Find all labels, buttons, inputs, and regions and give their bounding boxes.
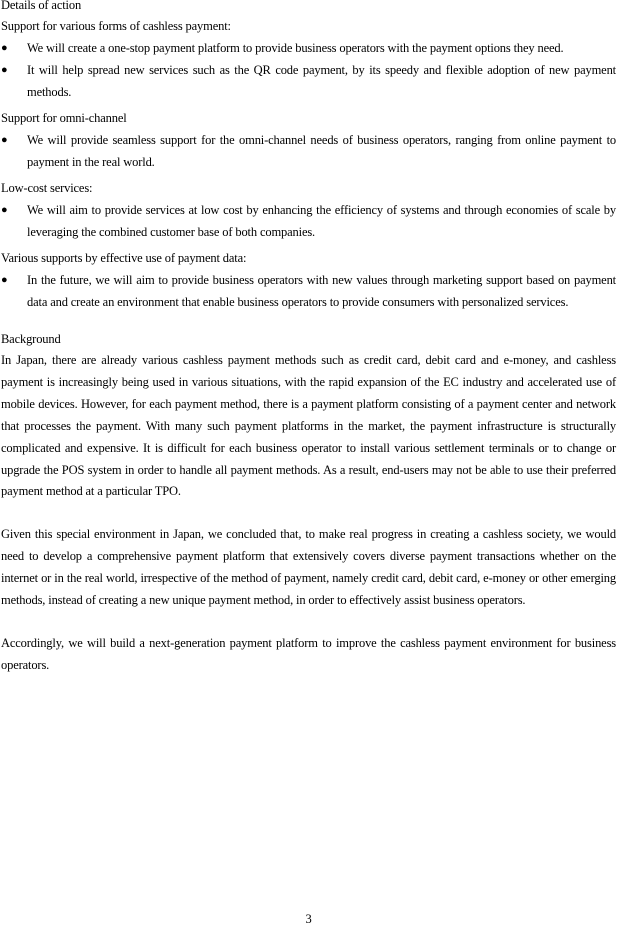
document-page bbox=[1, 0, 616, 677]
background-paragraph: Accordingly, we will build a next-generation payment platform to improve the cashless payment environment for business operators. bbox=[1, 635, 616, 672]
bullet-text: It will help spread new services such as the QR code payment, by its speedy and flexible adoption of new payment methods. bbox=[27, 63, 616, 99]
bullet-item bbox=[1, 199, 616, 243]
bullet-text: We will create a one-stop payment platform to provide business operators with the payment options they need. bbox=[27, 41, 564, 55]
section-heading-cashless: Support for various forms of cashless payment: bbox=[1, 19, 231, 33]
bullet-text: We will provide seamless support for the omni-channel needs of business operators, ranging from online payment to payment in the real world. bbox=[27, 133, 616, 169]
details-title: Details of action bbox=[1, 0, 82, 12]
bullet-item bbox=[1, 269, 616, 313]
section-heading-low-cost: Low-cost services: bbox=[1, 181, 93, 195]
bullet-dot-icon: ● bbox=[1, 274, 8, 286]
bullet-dot-icon: ● bbox=[1, 134, 8, 146]
bullet-text: We will aim to provide services at low cost by enhancing the efficiency of systems and through economies of scale by leveraging the combined customer base of both companies. bbox=[27, 203, 616, 239]
bullet-item bbox=[1, 129, 616, 173]
background-paragraph: Given this special environment in Japan, we concluded that, to make real progress in creating a cashless society, we would need to develop a comprehensive payment platform that extensively covers diverse payment transactions whether on the internet or in the real world, irrespective of the method of payment, namely credit card, debit card, e-money or other emerging methods, instead of creating a new unique payment method, in order to effectively assist business operators. bbox=[1, 527, 616, 608]
bullet-dot-icon: ● bbox=[1, 204, 8, 216]
bullet-item bbox=[1, 37, 616, 59]
page-number: 3 bbox=[305, 912, 312, 926]
background-title: Background bbox=[1, 332, 61, 346]
bullet-text: In the future, we will aim to provide business operators with new values through marketing support based on payment data and create an environment that enable business operators to provide consumers with personalized services. bbox=[27, 273, 616, 309]
section-heading-payment-data: Various supports by effective use of payment data: bbox=[1, 251, 247, 265]
bullet-dot-icon: ● bbox=[1, 64, 8, 76]
bullet-item bbox=[1, 59, 616, 103]
bullet-dot-icon: ● bbox=[1, 42, 8, 54]
section-heading-omni-channel: Support for omni-channel bbox=[1, 111, 127, 125]
background-paragraph: In Japan, there are already various cashless payment methods such as credit card, debit card and e-money, and cashless payment is increasingly being used in various situations, with the rapid expansion of the EC industry and accelerated use of mobile devices. However, for each payment method, there is a payment platform consisting of a payment center and network that processes the payment. With many such payment platforms in the market, the payment infrastructure is structurally complicated and expensive. It is difficult for each business operator to install various settlement terminals or to change or upgrade the POS system in order to handle all payment methods. As a result, end-users may not be able to use their preferred payment method at a particular TPO. bbox=[1, 353, 616, 499]
